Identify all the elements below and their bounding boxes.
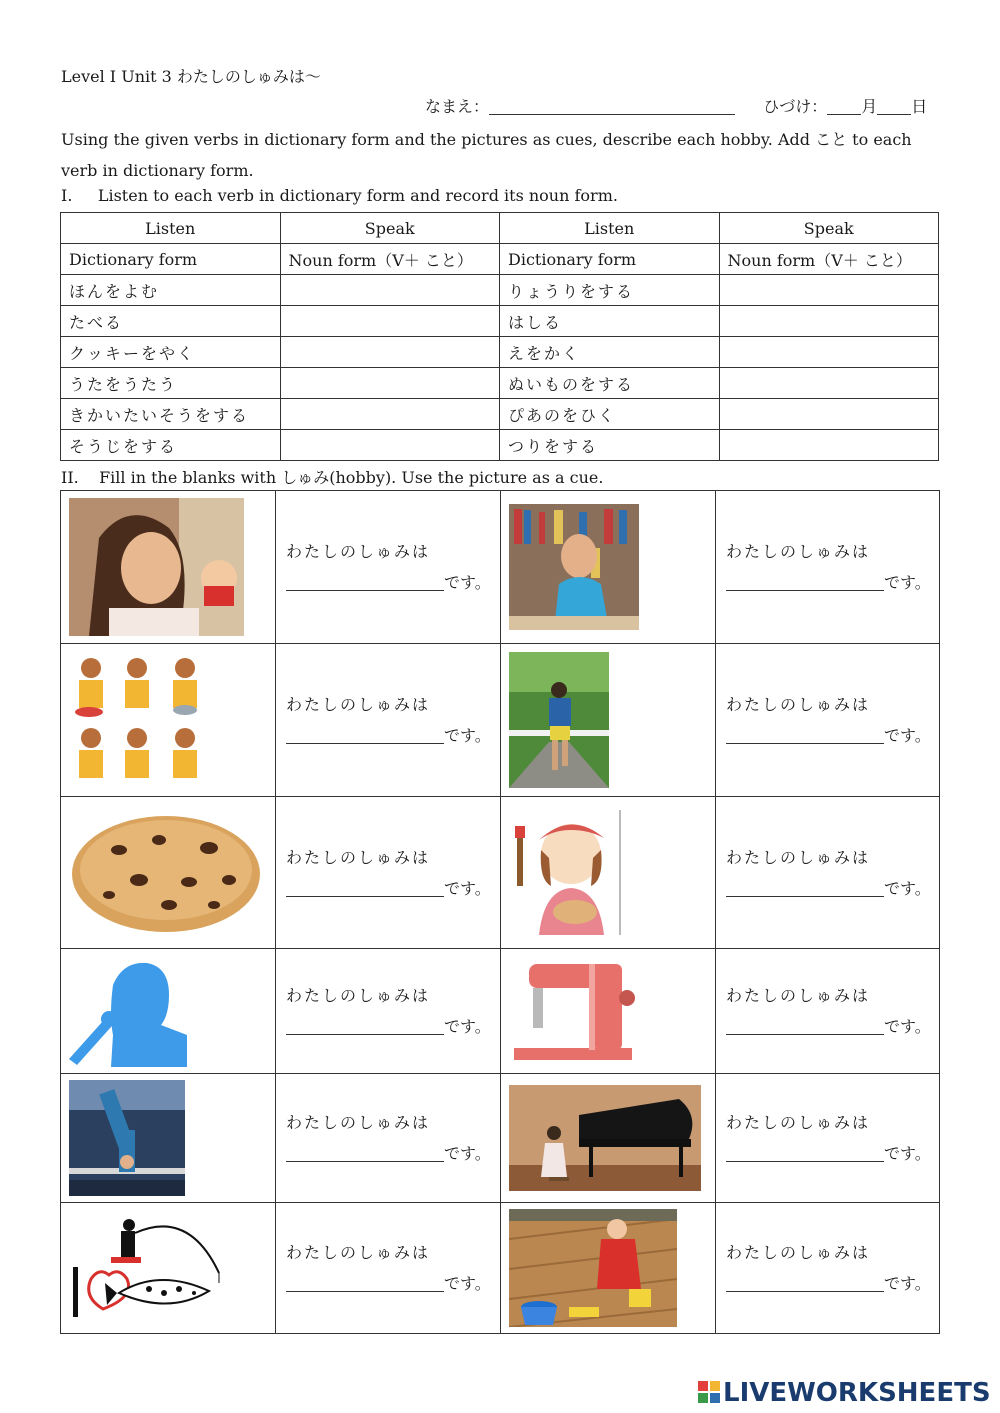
subheader-noun-2: Noun form（V＋ こと） bbox=[719, 244, 939, 275]
sentence-start: わたしのしゅみは bbox=[286, 1243, 431, 1262]
verb-table bbox=[60, 212, 939, 461]
table-row bbox=[61, 644, 940, 797]
answer-cell[interactable] bbox=[280, 430, 500, 461]
picture-cell bbox=[61, 1203, 276, 1334]
verb-cell: クッキーをやく bbox=[61, 337, 281, 368]
table-row bbox=[61, 275, 939, 306]
sentence-start: わたしのしゅみは bbox=[726, 986, 871, 1005]
picture-cell bbox=[501, 1203, 716, 1334]
table-row bbox=[61, 430, 939, 461]
answer-cell[interactable] bbox=[719, 337, 939, 368]
header-listen-1: Listen bbox=[61, 213, 281, 244]
month-blank[interactable] bbox=[827, 98, 861, 115]
instructions: Using the given verbs in dictionary form and the pictures as cues, describe each hobby. Add こと to each verb in dictionary form. bbox=[61, 130, 912, 180]
table-row bbox=[61, 399, 939, 430]
sentence-cell bbox=[716, 491, 940, 644]
table-row bbox=[61, 797, 940, 949]
sentence-end: です。 bbox=[444, 573, 491, 592]
sentence-start: わたしのしゅみは bbox=[286, 542, 431, 561]
verb-cell: ぴあのをひく bbox=[500, 399, 720, 430]
verb-cell: はしる bbox=[500, 306, 720, 337]
table-row bbox=[61, 949, 940, 1074]
runner-picture bbox=[509, 652, 609, 788]
verb-cell: えをかく bbox=[500, 337, 720, 368]
answer-cell[interactable] bbox=[719, 368, 939, 399]
hobby-answer-blank[interactable] bbox=[286, 574, 444, 591]
name-blank[interactable] bbox=[489, 98, 735, 115]
sentence-cell bbox=[716, 1203, 940, 1334]
sentence-start: わたしのしゅみは bbox=[286, 695, 431, 714]
gymnast-picture bbox=[69, 1080, 185, 1196]
verb-cell: つりをする bbox=[500, 430, 720, 461]
liveworksheets-logo-icon bbox=[698, 1381, 720, 1403]
sentence-cell bbox=[276, 797, 501, 949]
sentence-cell bbox=[276, 644, 501, 797]
picture-cell bbox=[61, 797, 276, 949]
picture-cell bbox=[61, 491, 276, 644]
sentence-end: です。 bbox=[884, 1144, 931, 1163]
verb-cell: ぬいものをする bbox=[500, 368, 720, 399]
answer-cell[interactable] bbox=[280, 275, 500, 306]
hobby-answer-blank[interactable] bbox=[726, 727, 884, 744]
sentence-cell bbox=[276, 949, 501, 1074]
sentence-cell bbox=[716, 1074, 940, 1203]
hobby-answer-blank[interactable] bbox=[726, 1275, 884, 1292]
hobby-answer-blank[interactable] bbox=[286, 1275, 444, 1292]
sentence-end: です。 bbox=[444, 726, 491, 745]
sentence-end: です。 bbox=[884, 878, 931, 898]
answer-cell[interactable] bbox=[280, 306, 500, 337]
sentence-cell bbox=[716, 949, 940, 1074]
sentence-start: わたしのしゅみは bbox=[286, 847, 431, 867]
section1-heading: I. Listen to each verb in dictionary form and record its noun form. bbox=[61, 186, 618, 205]
fishing-picture bbox=[69, 1213, 225, 1323]
sentence-cell bbox=[276, 491, 501, 644]
answer-cell[interactable] bbox=[719, 430, 939, 461]
picture-cell bbox=[501, 1074, 716, 1203]
sentence-end: です。 bbox=[444, 1144, 491, 1163]
cookie-picture bbox=[69, 810, 264, 935]
picture-cell bbox=[501, 797, 716, 949]
sentence-start: わたしのしゅみは bbox=[726, 542, 871, 561]
table-row bbox=[61, 1074, 940, 1203]
picture-cell bbox=[61, 644, 276, 797]
sentence-end: です。 bbox=[444, 878, 491, 898]
answer-cell[interactable] bbox=[719, 275, 939, 306]
table-row bbox=[61, 1203, 940, 1334]
hobby-table bbox=[60, 490, 940, 1334]
sentence-start: わたしのしゅみは bbox=[286, 986, 431, 1005]
table-row bbox=[61, 337, 939, 368]
sentence-end: です。 bbox=[444, 1017, 491, 1036]
hobby-answer-blank[interactable] bbox=[726, 574, 884, 591]
verb-cell: そうじをする bbox=[61, 430, 281, 461]
sentence-cell bbox=[276, 1203, 501, 1334]
sentence-cell bbox=[276, 1074, 501, 1203]
worksheet-title: Level I Unit 3 わたしのしゅみは〜 bbox=[61, 67, 321, 86]
picture-cell bbox=[501, 644, 716, 797]
picture-cell bbox=[501, 949, 716, 1074]
header-listen-2: Listen bbox=[500, 213, 720, 244]
hobby-answer-blank[interactable] bbox=[286, 1018, 444, 1035]
picture-cell bbox=[501, 491, 716, 644]
section2-heading: II. Fill in the blanks with しゅみ(hobby). Use the picture as a cue. bbox=[61, 468, 604, 487]
liveworksheets-logo bbox=[698, 1378, 991, 1408]
day-label: 日 bbox=[911, 97, 928, 116]
hobby-answer-blank[interactable] bbox=[286, 880, 444, 897]
picture-cell bbox=[61, 949, 276, 1074]
hobby-answer-blank[interactable] bbox=[286, 727, 444, 744]
sentence-start: わたしのしゅみは bbox=[726, 1113, 871, 1132]
sentence-end: です。 bbox=[884, 1274, 931, 1293]
sentence-end: です。 bbox=[884, 1017, 931, 1036]
date-label: ひづけ： bbox=[763, 97, 828, 116]
woman-cleaning-floor-picture bbox=[509, 1209, 677, 1327]
verb-cell: ほんをよむ bbox=[61, 275, 281, 306]
sentence-cell bbox=[716, 644, 940, 797]
header-speak-1: Speak bbox=[280, 213, 500, 244]
singer-silhouette-picture bbox=[69, 955, 187, 1067]
table-row bbox=[61, 368, 939, 399]
hobby-answer-blank[interactable] bbox=[726, 880, 884, 897]
name-label: なまえ： bbox=[425, 97, 490, 116]
answer-cell[interactable] bbox=[280, 399, 500, 430]
hobby-answer-blank[interactable] bbox=[726, 1018, 884, 1035]
table-row bbox=[61, 306, 939, 337]
answer-cell[interactable] bbox=[719, 306, 939, 337]
answer-cell[interactable] bbox=[280, 368, 500, 399]
picture-cell bbox=[61, 1074, 276, 1203]
girl-painting-picture bbox=[509, 810, 627, 935]
table-row bbox=[61, 491, 940, 644]
verb-cell: たべる bbox=[61, 306, 281, 337]
day-blank[interactable] bbox=[877, 98, 911, 115]
sentence-end: です。 bbox=[884, 573, 931, 592]
subheader-noun-1: Noun form（V＋ こと） bbox=[280, 244, 500, 275]
month-label: 月 bbox=[861, 97, 878, 116]
answer-cell[interactable] bbox=[719, 399, 939, 430]
subheader-dictionary-1: Dictionary form bbox=[61, 244, 281, 275]
girl-eating-cupcake-picture bbox=[69, 498, 244, 636]
sentence-start: わたしのしゅみは bbox=[726, 847, 871, 867]
sentence-start: わたしのしゅみは bbox=[726, 1243, 871, 1262]
hobby-answer-blank[interactable] bbox=[726, 1145, 884, 1162]
answer-cell[interactable] bbox=[280, 337, 500, 368]
sentence-end: です。 bbox=[884, 726, 931, 745]
verb-cell: うたをうたう bbox=[61, 368, 281, 399]
subheader-dictionary-2: Dictionary form bbox=[500, 244, 720, 275]
hobby-answer-blank[interactable] bbox=[286, 1145, 444, 1162]
verb-cell: きかいたいそうをする bbox=[61, 399, 281, 430]
woman-reading-picture bbox=[509, 504, 639, 630]
logo-text: LIVEWORKSHEETS bbox=[723, 1378, 991, 1408]
pianist-picture bbox=[509, 1085, 701, 1191]
cooking-steps-picture bbox=[69, 650, 209, 790]
sentence-cell bbox=[716, 797, 940, 949]
sewing-machine-picture bbox=[509, 958, 637, 1064]
sentence-end: です。 bbox=[444, 1274, 491, 1293]
verb-cell: りょうりをする bbox=[500, 275, 720, 306]
header-speak-2: Speak bbox=[719, 213, 939, 244]
name-date-row bbox=[425, 94, 927, 117]
sentence-start: わたしのしゅみは bbox=[726, 695, 871, 714]
sentence-start: わたしのしゅみは bbox=[286, 1113, 431, 1132]
